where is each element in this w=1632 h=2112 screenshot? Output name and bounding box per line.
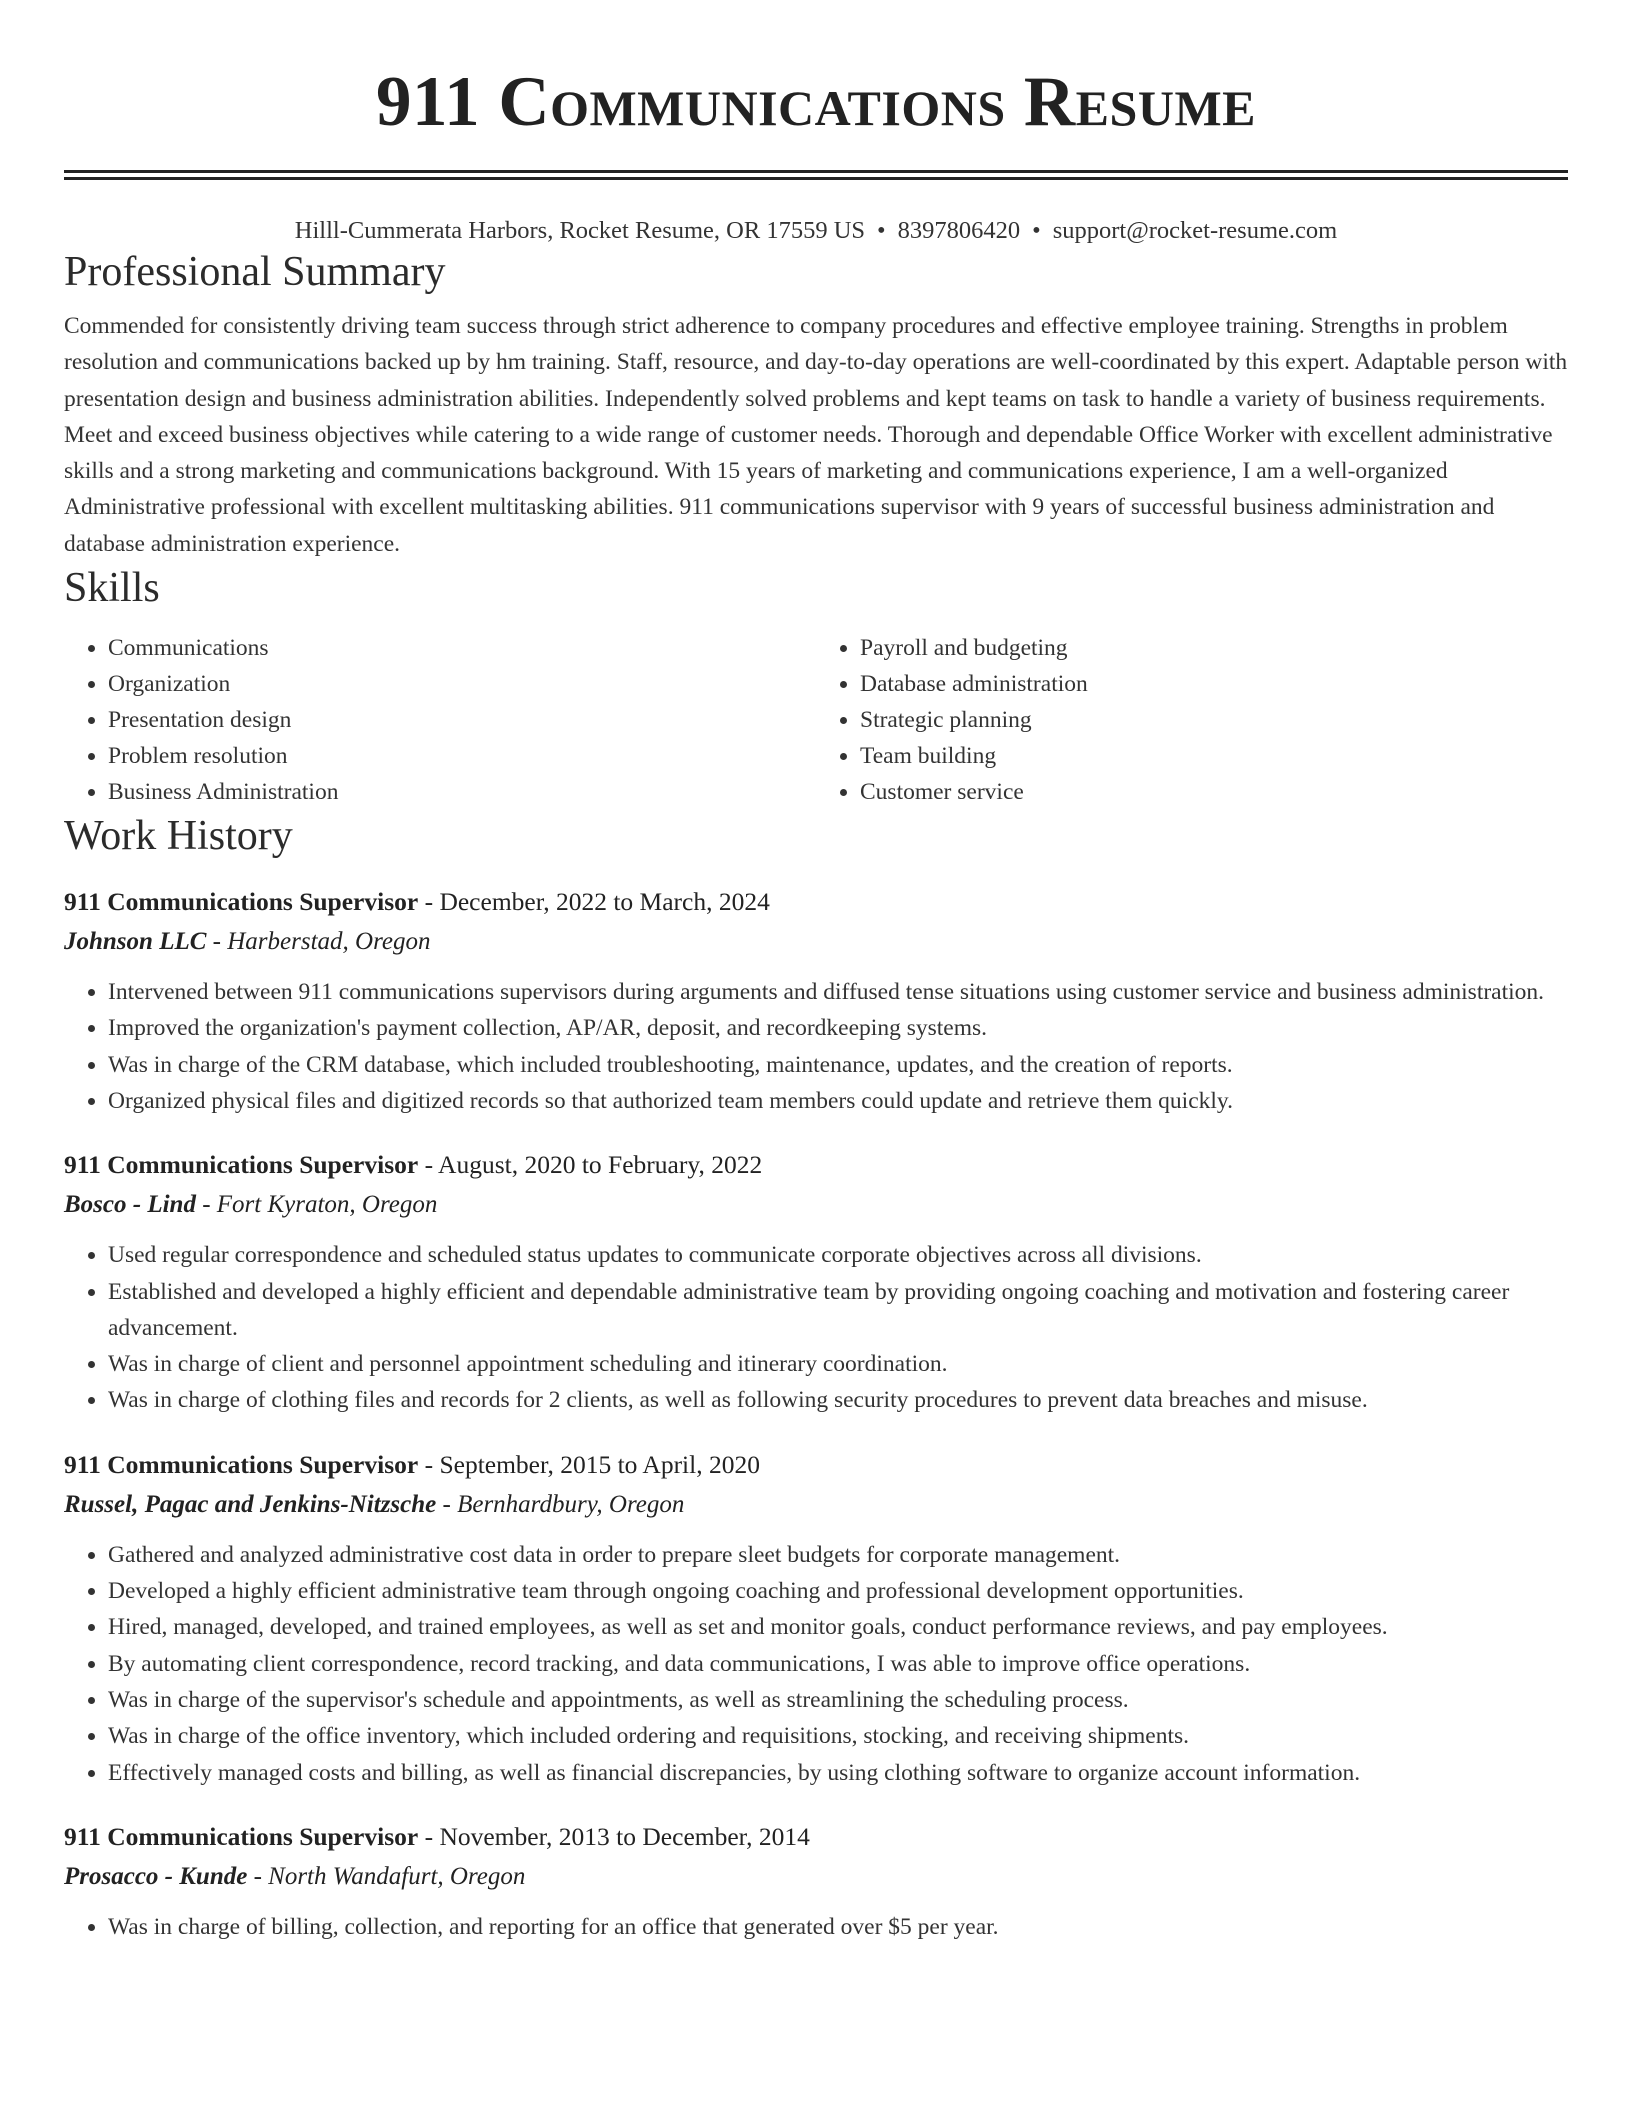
skill-item: • Business Administration [108,774,816,810]
job-bullet: • Was in charge of the CRM database, which included troubleshooting, maintenance, updates, and the creation of reports. [108,1047,1568,1083]
skill-item: • Presentation design [108,702,816,738]
contact-phone[interactable]: 8397806420 [897,217,1021,244]
job-bullet: • Was in charge of the supervisor's schedule and appointments, as well as streamlining the scheduling process. [108,1682,1568,1718]
job-bullet: • Was in charge of the office inventory, which included ordering and requisitions, stocking, and receiving shipments. [108,1718,1568,1754]
job-header [64,1819,1568,1855]
job-bullet: • Improved the organization's payment collection, AP/AR, deposit, and recordkeeping systems. [108,1010,1568,1046]
contact-line [64,216,1568,246]
job-employer [64,1859,1568,1895]
job-bullets [64,1237,1568,1418]
job-bullet: • Was in charge of clothing files and records for 2 clients, as well as following security procedures to prevent data breaches and misuse. [108,1382,1568,1418]
skill-item: • Communications [108,630,816,666]
job-bullet: • Developed a highly efficient administrative team through ongoing coaching and professional development opportunities. [108,1573,1568,1609]
job-employer [64,1487,1568,1523]
skills-column-left [64,630,816,810]
skill-item: • Database administration [860,666,1568,702]
resume-title: 911 Communications Resume [375,63,1256,141]
job-employer [64,1187,1568,1223]
skills-column-right [816,630,1568,810]
job-dates: - November, 2013 to December, 2014 [424,1821,810,1851]
job-location: - Bernhardbury, Oregon [442,1490,685,1518]
job-location: - North Wandafurt, Oregon [253,1862,526,1890]
job-bullet: • Gathered and analyzed administrative cost data in order to prepare sleet budgets for corporate management. [108,1537,1568,1573]
job-entry [64,1447,1568,1791]
job-employer [64,924,1568,960]
job-entry [64,1819,1568,1945]
job-bullet: • Effectively managed costs and billing, as well as financial discrepancies, by using clothing software to organize account information. [108,1755,1568,1791]
contact-address: Hilll-Cummerata Harbors, Rocket Resume, OR 17559 US [294,217,866,244]
skill-item: • Strategic planning [860,702,1568,738]
job-entry [64,884,1568,1119]
skill-item: • Organization [108,666,816,702]
job-dates: - August, 2020 to February, 2022 [424,1150,763,1180]
company-name: Prosacco - Kunde [64,1862,248,1890]
job-bullets [64,1537,1568,1791]
skill-item: • Payroll and budgeting [860,630,1568,666]
job-header [64,1147,1568,1183]
job-dates: - December, 2022 to March, 2024 [424,887,770,917]
job-location: - Harberstad, Oregon [212,928,431,956]
skill-item: • Team building [860,738,1568,774]
job-header [64,884,1568,920]
job-bullet: • Organized physical files and digitized records so that authorized team members could update and retrieve them quickly. [108,1083,1568,1119]
skills-list [64,630,1568,810]
company-name: Russel, Pagac and Jenkins-Nitzsche [64,1490,437,1518]
company-name: Johnson LLC [64,928,207,956]
job-entry [64,1147,1568,1418]
job-location: - Fort Kyraton, Oregon [202,1191,438,1219]
job-bullet: • Established and developed a highly efficient and dependable administrative team by providing ongoing coaching and motivation and fostering career advancement. [108,1274,1568,1347]
work-history-list [64,884,1568,1945]
company-name: Bosco - Lind [64,1191,196,1219]
job-bullet: • Intervened between 911 communications supervisors during arguments and diffused tense situations using customer service and business administration. [108,974,1568,1010]
work-history-heading: Work History [64,813,293,860]
summary-text: Commended for consistently driving team success through strict adherence to company procedures and effective employee training. Strengths in problem resolution and communications backed up by hm training. Staff, resource, and day-to-day operations are well-coordinated by this expert. Adaptable person with presentation design and business administration abilities. Independently solved problems and kept teams on task to handle a variety of business requirements. Meet and exceed business objectives while catering to a wide range of customer needs. Thorough and dependable Office Worker with excellent administrative skills and a strong marketing and communications background. With 15 years of marketing and communications experience, I am a well-organized Administrative professional with excellent multitasking abilities. 911 communications supervisor with 9 years of successful business administration and database administration experience. [64,313,1568,557]
contact-separator: • [1032,217,1041,244]
job-bullet: • Hired, managed, developed, and trained employees, as well as set and monitor goals, conduct performance reviews, and pay employees. [108,1609,1568,1645]
summary-heading: Professional Summary [64,249,446,295]
contact-email[interactable]: support@rocket-resume.com [1052,217,1338,244]
job-bullet: • By automating client correspondence, record tracking, and data communications, I was able to improve office operations. [108,1646,1568,1682]
job-bullet: • Used regular correspondence and scheduled status updates to communicate corporate objectives across all divisions. [108,1237,1568,1273]
title-divider [64,170,1568,180]
skill-item: • Customer service [860,774,1568,810]
contact-separator: • [877,217,886,244]
job-bullet: • Was in charge of billing, collection, and reporting for an office that generated over $5 per year. [108,1909,1568,1945]
skill-item: • Problem resolution [108,738,816,774]
job-title: 911 Communications Supervisor [64,1449,419,1479]
job-title: 911 Communications Supervisor [64,1150,419,1180]
job-title: 911 Communications Supervisor [64,1821,419,1851]
job-bullets [64,1909,1568,1945]
job-bullets [64,974,1568,1119]
job-title: 911 Communications Supervisor [64,887,419,917]
skills-heading: Skills [64,565,160,612]
job-header [64,1447,1568,1483]
job-dates: - September, 2015 to April, 2020 [424,1449,760,1479]
job-bullet: • Was in charge of client and personnel appointment scheduling and itinerary coordination. [108,1346,1568,1382]
